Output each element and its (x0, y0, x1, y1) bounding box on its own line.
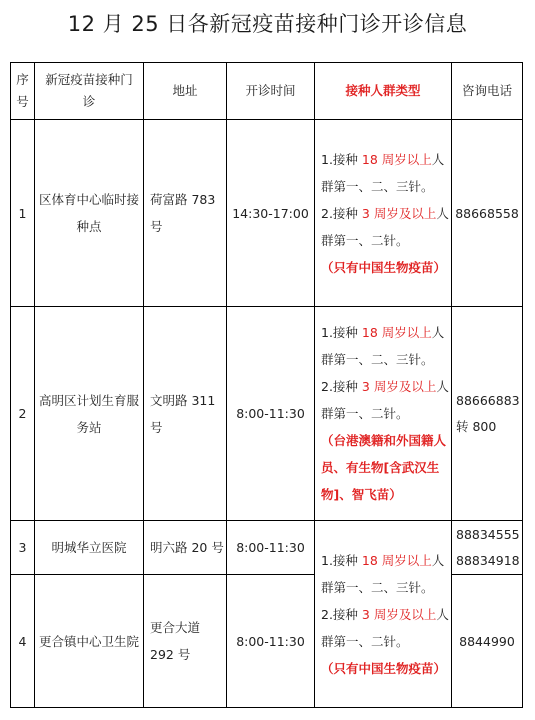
rule-1-prefix: 1.接种 (321, 552, 362, 568)
row-seq: 3 (11, 521, 35, 575)
vaccine-note: （只有中国生物疫苗） (321, 259, 447, 275)
header-seq: 序号 (11, 63, 35, 120)
rule-2-prefix: 2.接种 (321, 205, 362, 221)
row-clinic: 区体育中心临时接种点 (35, 120, 144, 307)
table-row (11, 120, 523, 307)
row-phone: 88834555 88834918 (452, 521, 523, 575)
rule-1-age: 18 周岁以上 (361, 552, 432, 568)
row-clinic: 高明区计划生育服务站 (35, 307, 144, 521)
rule-1-doses: 人群第一、二、三针。 (321, 151, 445, 194)
row-clinic: 更合镇中心卫生院 (35, 575, 144, 708)
row-phone: 88666883 转 800 (452, 307, 523, 521)
rule-2-doses: 人群第一、二针。 (321, 205, 449, 248)
rule-1-doses: 人群第一、二、三针。 (321, 325, 445, 367)
row-eligibility (315, 120, 452, 307)
rule-1-age: 18 周岁以上 (361, 325, 432, 340)
row-eligibility (315, 307, 452, 521)
header-address: 地址 (144, 63, 227, 120)
row-address: 明六路 20 号 (144, 521, 227, 575)
rule-2-age: 3 周岁及以上 (361, 379, 437, 394)
row-hours: 8:00-11:30 (227, 307, 315, 521)
table-header-row (11, 63, 523, 120)
header-phone: 咨询电话 (452, 63, 523, 120)
rule-1-doses: 人群第一、二、三针。 (321, 552, 445, 595)
row-hours: 8:00-11:30 (227, 575, 315, 708)
row-address: 更合大道 292 号 (144, 575, 227, 708)
table-row (11, 521, 523, 575)
row-eligibility-shared (315, 521, 452, 708)
row-phone: 88668558 (452, 120, 523, 307)
page-title: 12 月 25 日各新冠疫苗接种门诊开诊信息 (67, 12, 468, 36)
header-clinic: 新冠疫苗接种门诊 (35, 63, 144, 120)
header-hours: 开诊时间 (227, 63, 315, 120)
rule-2-prefix: 2.接种 (321, 379, 362, 394)
rule-1-prefix: 1.接种 (321, 325, 362, 340)
rule-2-age: 3 周岁及以上 (361, 205, 437, 221)
vaccine-note: （只有中国生物疫苗） (321, 660, 447, 676)
clinic-table (10, 62, 523, 708)
rule-2-prefix: 2.接种 (321, 606, 362, 622)
row-clinic: 明城华立医院 (35, 521, 144, 575)
rule-2-age: 3 周岁及以上 (361, 606, 437, 622)
row-seq: 1 (11, 120, 35, 307)
row-seq: 2 (11, 307, 35, 521)
row-address: 荷富路 783 号 (144, 120, 227, 307)
table-row (11, 307, 523, 521)
row-address: 文明路 311 号 (144, 307, 227, 521)
row-seq: 4 (11, 575, 35, 708)
vaccine-note: （台港澳籍和外国籍人员、有生物[含武汉生物]、智飞苗） (321, 433, 447, 502)
row-phone: 8844990 (452, 575, 523, 708)
header-type: 接种人群类型 (315, 63, 452, 120)
rule-1-prefix: 1.接种 (321, 151, 362, 167)
rule-2-doses: 人群第一、二针。 (321, 606, 449, 649)
rule-1-age: 18 周岁以上 (361, 151, 432, 167)
row-hours: 8:00-11:30 (227, 521, 315, 575)
rule-2-doses: 人群第一、二针。 (321, 379, 449, 421)
row-hours: 14:30-17:00 (227, 120, 315, 307)
